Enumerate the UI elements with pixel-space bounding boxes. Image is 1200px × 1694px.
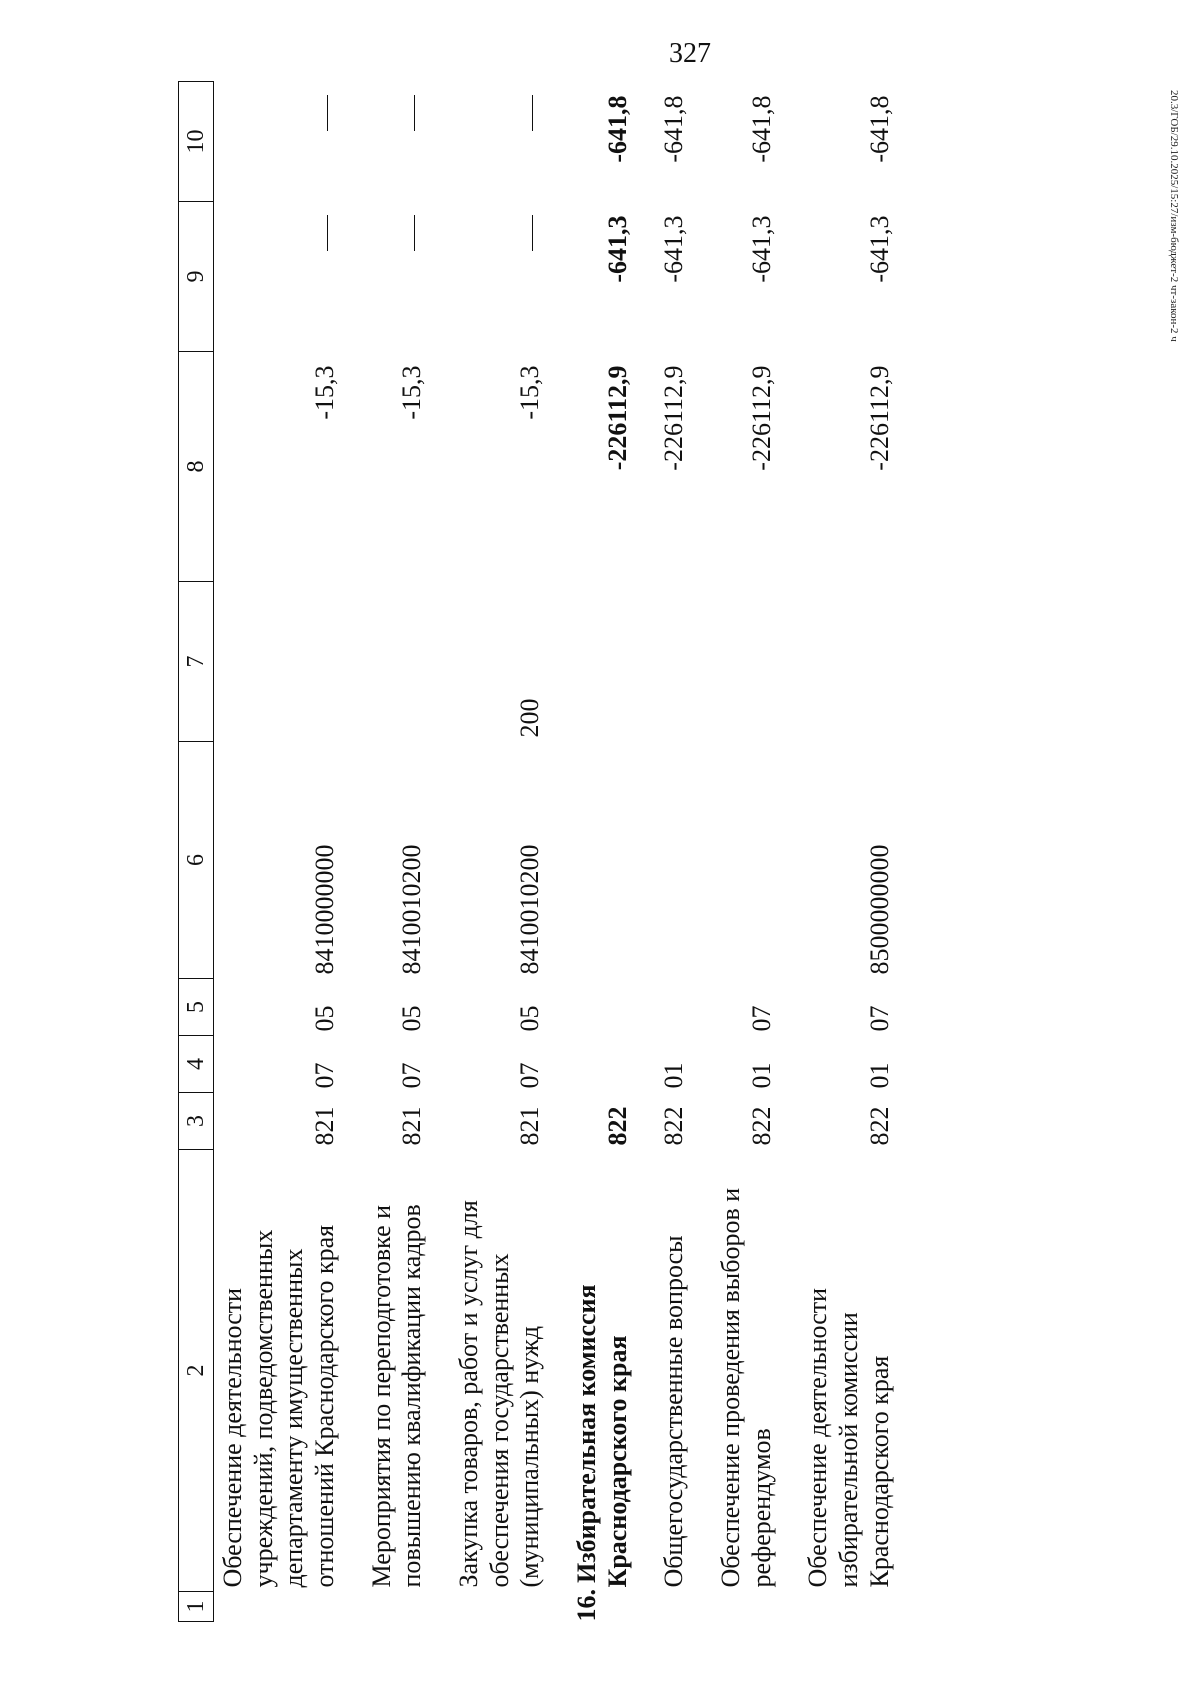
dash-mark: [532, 96, 533, 132]
cell-csr: [556, 742, 643, 979]
cell-name: [787, 1150, 905, 1592]
cell-pr: 05: [515, 1005, 545, 1032]
cell-value-2027: -641,8: [602, 95, 632, 163]
cell-vr: [351, 582, 438, 742]
cell-ved: 821: [310, 1106, 340, 1146]
cell-col1: [438, 1592, 556, 1622]
cell-col1: [351, 1592, 438, 1622]
cell-csr: 8500000000: [864, 844, 894, 975]
budget-table: [178, 81, 905, 1622]
cell-pr: 07: [746, 1005, 776, 1032]
cell-rz: 07: [397, 1062, 427, 1089]
cell-ved: 821: [515, 1106, 545, 1146]
budget-table-rotated: [178, 82, 1158, 1622]
cell-csr: 8410010200: [397, 844, 427, 975]
cell-rz: 01: [864, 1062, 894, 1089]
column-header-1: 1: [179, 1592, 214, 1622]
column-header-3: 3: [179, 1093, 214, 1150]
column-header-4: 4: [179, 1036, 214, 1093]
column-header-2: 2: [179, 1150, 214, 1592]
cell-rz: [556, 1036, 643, 1093]
cell-name: [643, 1150, 700, 1592]
column-header-7: 7: [179, 582, 214, 742]
cell-value-2025: -15,3: [515, 365, 545, 420]
cell-csr: 8410010200: [515, 844, 545, 975]
cell-name: [556, 1150, 643, 1622]
table-row: [700, 82, 787, 1622]
cell-vr: [643, 582, 700, 742]
cell-col1: [787, 1592, 905, 1622]
cell-ved: 822: [602, 1106, 632, 1146]
dash-mark: [532, 216, 533, 252]
dash-mark: [327, 96, 328, 132]
cell-value-2025: -15,3: [397, 365, 427, 420]
row-name: Обеспечение деятельности учреждений, подведомственных департаменту имущественных отношений Краснодарского края: [218, 1224, 340, 1588]
cell-value-2027: -641,8: [864, 95, 894, 163]
cell-value-2027: [214, 82, 351, 202]
cell-vr: [787, 582, 905, 742]
column-header-8: 8: [179, 352, 214, 582]
row-name: Мероприятия по переподготовке и повышению квалификации кадров: [366, 1204, 427, 1588]
cell-csr: [643, 742, 700, 979]
row-name: Избирательная комиссия Краснодарского края: [572, 1284, 632, 1588]
cell-vr: [556, 582, 643, 742]
cell-name: [351, 1150, 438, 1592]
cell-ved: 822: [864, 1106, 894, 1146]
cell-vr: [700, 582, 787, 742]
cell-value-2026: -641,3: [659, 215, 689, 283]
cell-ved: 822: [746, 1106, 776, 1146]
row-name: Обеспечение деятельности избирательной комиссии Краснодарского края: [803, 1287, 894, 1588]
cell-pr: 05: [397, 1005, 427, 1032]
cell-value-2025: -15,3: [310, 365, 340, 420]
cell-csr: [700, 742, 787, 979]
table-body: [214, 82, 906, 1622]
cell-value-2025: -226112,9: [864, 365, 894, 471]
row-name: Общегосударственные вопросы: [659, 1235, 689, 1588]
table-row: [787, 82, 905, 1622]
table-row: [643, 82, 700, 1622]
cell-pr: 05: [310, 1005, 340, 1032]
column-header-10: 10: [179, 82, 214, 202]
cell-pr: 07: [864, 1005, 894, 1032]
dash-mark: [414, 216, 415, 252]
cell-name: [700, 1150, 787, 1592]
cell-rz: 07: [310, 1062, 340, 1089]
cell-pr: [643, 979, 700, 1036]
cell-value-2025: -226112,9: [659, 365, 689, 471]
table-row: [438, 82, 556, 1622]
cell-pr: [556, 979, 643, 1036]
page-number: 327: [669, 38, 711, 69]
row-name: Закупка товаров, работ и услуг для обеспечения государственных (муниципальных) нужд: [454, 1200, 545, 1588]
cell-value-2027: -641,8: [746, 95, 776, 163]
cell-name: [438, 1150, 556, 1592]
cell-value-2026: -641,3: [602, 215, 632, 283]
cell-col1: [700, 1592, 787, 1622]
column-header-9: 9: [179, 202, 214, 352]
cell-value-2025: -226112,9: [602, 365, 632, 471]
cell-value-2026: -641,3: [864, 215, 894, 283]
cell-value-2026: [214, 202, 351, 352]
cell-col1: [643, 1592, 700, 1622]
cell-value-2026: [351, 202, 438, 352]
cell-rz: 01: [659, 1062, 689, 1089]
cell-value-2026: -641,3: [746, 215, 776, 283]
table-row: [556, 82, 643, 1622]
table-row: [351, 82, 438, 1622]
row-name: Обеспечение проведения выборов и референдумов: [716, 1187, 776, 1588]
cell-value-2027: -641,8: [659, 95, 689, 163]
cell-value-2027: [351, 82, 438, 202]
dash-mark: [414, 96, 415, 132]
dash-mark: [327, 216, 328, 252]
cell-value-2025: -226112,9: [746, 365, 776, 471]
cell-col1: [214, 1592, 351, 1622]
table-header-row: [179, 82, 214, 1622]
table-row: [214, 82, 351, 1622]
cell-rz: 07: [515, 1062, 545, 1089]
column-header-6: 6: [179, 742, 214, 979]
cell-vr: [214, 582, 351, 742]
cell-vr: 200: [515, 698, 545, 738]
cell-ved: 822: [659, 1106, 689, 1146]
cell-rz: 01: [746, 1062, 776, 1089]
cell-name: [214, 1150, 351, 1592]
column-header-5: 5: [179, 979, 214, 1036]
section-number: 16.: [572, 1589, 602, 1622]
cell-ved: 821: [397, 1106, 427, 1146]
cell-value-2026: [438, 202, 556, 352]
cell-value-2027: [438, 82, 556, 202]
document-footer-code: 20.3/ГОБ/29.10.2025/15:27/изм-бюджет-2 чт-закон-2 ч: [1168, 90, 1180, 342]
cell-csr: 8410000000: [310, 844, 340, 975]
